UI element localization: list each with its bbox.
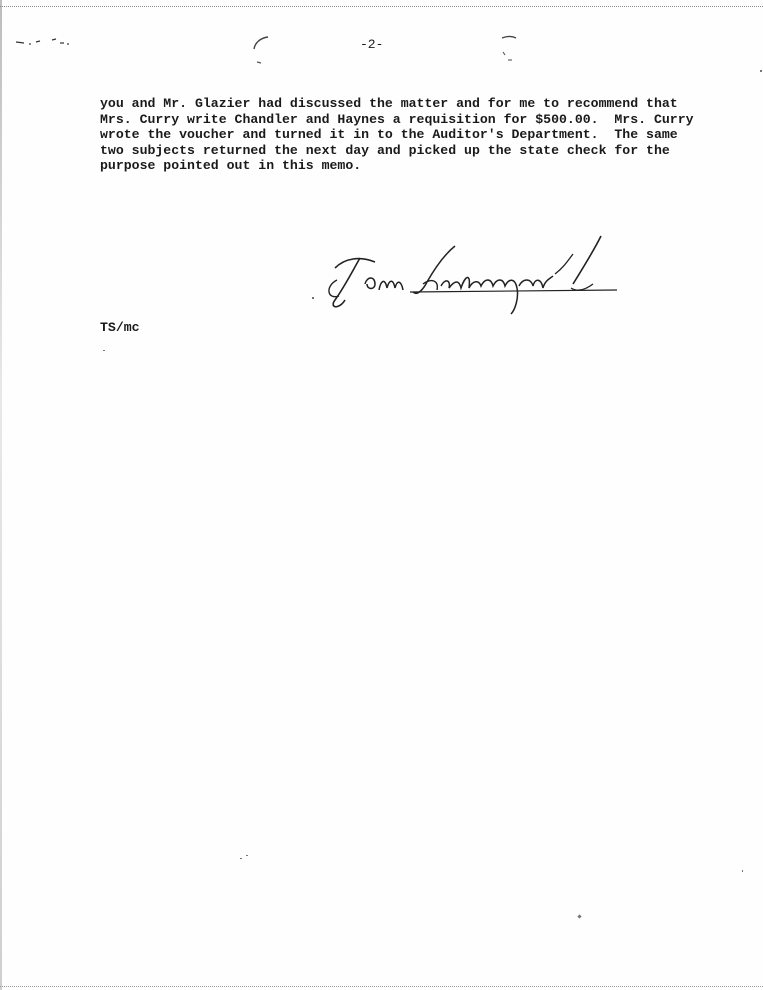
handwritten-signature [305,228,625,318]
scan-speck [742,870,743,872]
scan-speck [760,70,762,72]
memo-line: purpose pointed out in this memo. [100,158,362,173]
scan-speck [240,858,242,859]
memo-line: wrote the voucher and turned it in to the Auditor's Department. The same [100,127,678,142]
typist-initials: TS/mc [100,320,140,335]
scan-speck [103,350,105,351]
page-number: -2- [360,37,384,52]
memo-line: Mrs. Curry write Chandler and Haynes a requisition for $500.00. Mrs. Curry [100,111,694,127]
top-dotted-rule [0,6,763,7]
scan-speck [246,855,248,856]
stray-marks-top-left [14,36,74,48]
memo-line: two subjects returned the next day and picked up the state check for the [100,142,670,158]
memo-line: you and Mr. Glazier had discussed the matter and for me to recommend that [100,96,678,111]
memo-body [100,96,694,174]
scan-speck [577,914,581,918]
bottom-dotted-rule [0,986,763,987]
page-edge-shadow [0,0,2,990]
binder-hole-left-mark [248,34,272,66]
binder-hole-right-mark [498,32,522,64]
